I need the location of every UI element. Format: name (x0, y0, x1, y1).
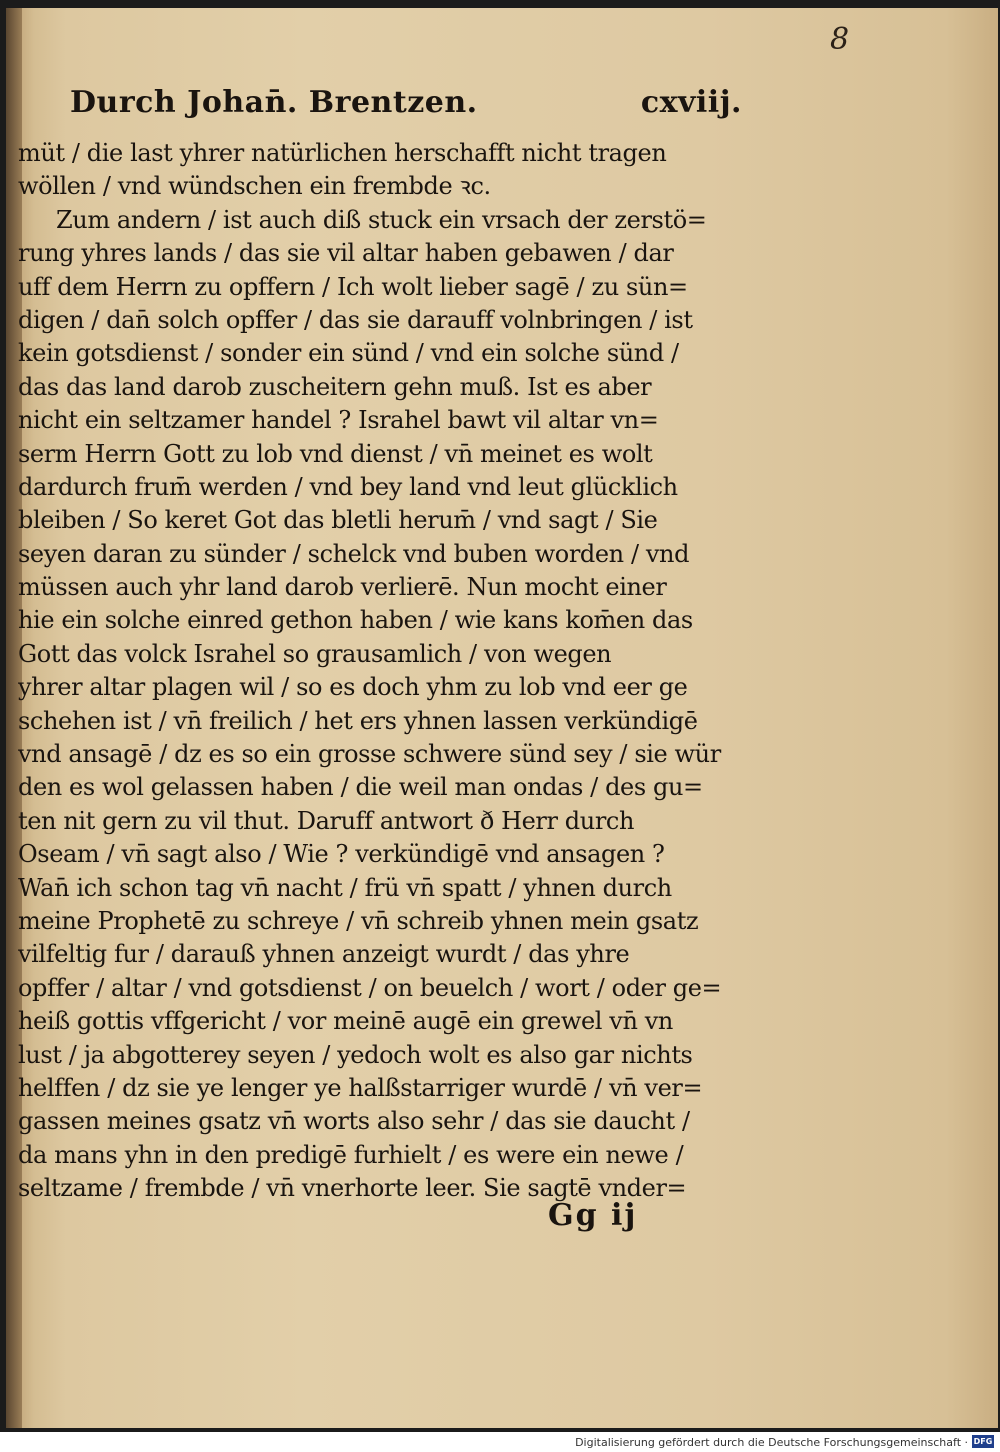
text-line: das das land darob zuscheitern gehn muß. Ist es aber (18, 372, 652, 401)
text-line: seyen daran zu sünder / schelck vnd buben worden / vnd (18, 539, 690, 568)
dfg-logo-icon: DFG (973, 1437, 993, 1446)
text-line: kein gotsdienst / sonder ein sünd / vnd ein solche sünd / (18, 339, 679, 368)
text-line: Zum andern / ist auch diß stuck ein vrsach der zerstö= (56, 205, 707, 234)
text-line: meine Prophetē zu schreye / vn̄ schreib yhnen mein gsatz (18, 906, 699, 935)
text-line: uff dem Herrn zu opffern / Ich wolt lieber sagē / zu sün= (18, 272, 688, 301)
text-block (18, 85, 748, 1206)
text-line: den es wol gelassen haben / die weil man ondas / des gu= (18, 773, 703, 802)
text-line: lust / ja abgotterey seyen / yedoch wolt es also gar nichts (18, 1040, 693, 1069)
text-line: hie ein solche einred gethon haben / wie kans kom̄en das (18, 606, 693, 635)
text-line: seltzame / frembde / vn̄ vnerhorte leer. Sie sagtē vnder= (18, 1174, 687, 1203)
digitization-footer (0, 1432, 1000, 1452)
text-line: wöllen / vnd wündschen ein frembde ꝛc. (18, 172, 491, 201)
page-folio: cxviij. (640, 85, 742, 120)
text-line: digen / dan̄ solch opffer / das sie darauff volnbringen / ist (18, 305, 693, 334)
text-line: nicht ein seltzamer handel ? Israhel bawt vil altar vn= (18, 406, 659, 435)
text-line: yhrer altar plagen wil / so es doch yhm zu lob vnd eer ge (18, 673, 688, 702)
text-line: müssen auch yhr land darob verlierē. Nun mocht einer (18, 573, 667, 602)
footer-credit-text: Digitalisierung gefördert durch die Deutsche Forschungsgemeinschaft · (575, 1436, 968, 1449)
text-line: Gott das volck Israhel so grausamlich / von wegen (18, 639, 612, 668)
text-line: vnd ansagē / dz es so ein grosse schwere sünd sey / sie wür (18, 740, 721, 769)
text-line: rung yhres lands / das sie vil altar haben gebawen / dar (18, 239, 674, 268)
text-line: Oseam / vn̄ sagt also / Wie ? verkündigē vnd ansagen ? (18, 840, 665, 869)
text-line: helffen / dz sie ye lenger ye halßstarriger wurdē / vn̄ ver= (18, 1073, 703, 1102)
text-line: vilfeltig fur / darauß yhnen anzeigt wurdt / das yhre (18, 940, 630, 969)
text-line: da mans yhn in den predigē furhielt / es were ein newe / (18, 1140, 684, 1169)
running-head-title: Durch Johan̄. Brentzen. (70, 85, 478, 120)
text-line: schehen ist / vn̄ freilich / het ers yhnen lassen verkündigē (18, 706, 698, 735)
text-line: ten nit gern zu vil thut. Daruff antwort ð Herr durch (18, 806, 634, 835)
text-line: bleiben / So keret Got das bletli herum̄ / vnd sagt / Sie (18, 506, 658, 535)
text-line: dardurch frum̄ werden / vnd bey land vnd leut glücklich (18, 472, 678, 501)
running-head (18, 85, 748, 137)
text-line: Wan̄ ich schon tag vn̄ nacht / frü vn̄ spatt / yhnen durch (18, 873, 672, 902)
text-line: gassen meines gsatz vn̄ worts also sehr / das sie daucht / (18, 1107, 690, 1136)
text-line: müt / die last yhrer natürlichen herschafft nicht tragen (18, 139, 667, 167)
text-line: heiß gottis vffgericht / vor meinē augē ein grewel vn̄ vn (18, 1007, 673, 1036)
text-line: serm Herrn Gott zu lob vnd dienst / vn̄ meinet es wolt (18, 439, 653, 468)
body-text (18, 137, 748, 1206)
signature-mark: Gg ij (548, 1198, 638, 1233)
text-line: opffer / altar / vnd gotsdienst / on beuelch / wort / oder ge= (18, 973, 722, 1002)
handwritten-folio-mark: 8 (830, 22, 850, 57)
